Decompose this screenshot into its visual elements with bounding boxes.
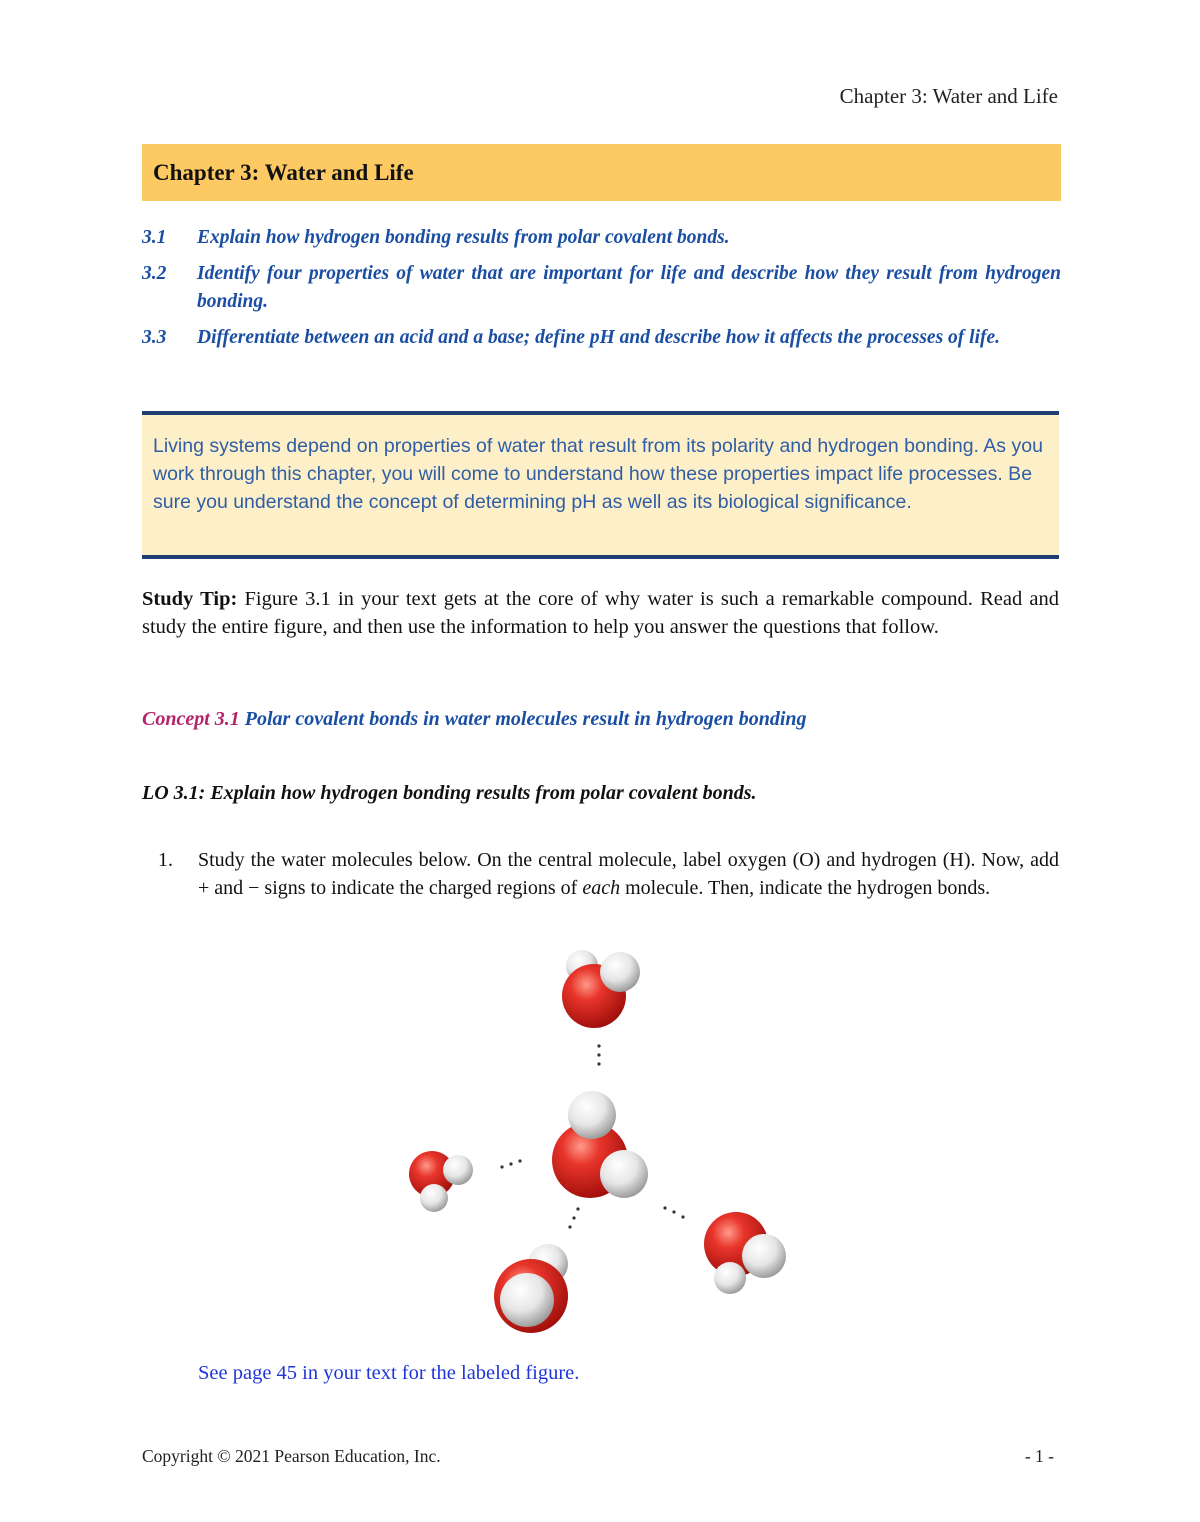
water-molecule-left [409, 1151, 473, 1212]
question-number: 1. [158, 849, 173, 871]
objective-number: 3.1 [142, 227, 167, 248]
running-header: Chapter 3: Water and Life [839, 84, 1058, 108]
concept-label: Concept 3.1 [142, 708, 240, 730]
hydrogen-atom [714, 1262, 746, 1294]
question-text-part: Study the water molecules below. On the central molecule, label oxygen (O) and hydrogen (H). Now, add + and − signs to indicate the charged regions of [198, 849, 1059, 899]
learning-objective-heading: LO 3.1: Explain how hydrogen bonding results from polar covalent bonds. [142, 782, 757, 804]
hydrogen-atom [420, 1184, 448, 1212]
question-emphasis: each [582, 877, 621, 899]
objective-item [142, 224, 1061, 252]
hydrogen-bond-dots [500, 1159, 521, 1168]
objective-text: Differentiate between an acid and a base; define pH and describe how it affects the processes of life. [197, 327, 1001, 348]
study-tip [142, 585, 1059, 641]
water-molecule-top [562, 950, 640, 1028]
hydrogen-atom [600, 1150, 648, 1198]
hydrogen-bond-dots [568, 1207, 579, 1228]
water-molecule-right [704, 1212, 786, 1294]
concept-text: Polar covalent bonds in water molecules result in hydrogen bonding [239, 708, 807, 730]
hydrogen-atom [443, 1155, 473, 1185]
question-text-part: molecule. Then, indicate the hydrogen bonds. [620, 877, 991, 899]
water-molecule-center [552, 1091, 648, 1198]
hydrogen-bond-dots [663, 1206, 684, 1218]
objective-number: 3.2 [142, 263, 167, 284]
hydrogen-bond-dots [597, 1044, 600, 1065]
objective-text: Explain how hydrogen bonding results from polar covalent bonds. [197, 227, 730, 248]
intro-text: Living systems depend on properties of water that result from its polarity and hydrogen bonding. As you work through this chapter, you will come to understand how these properties impact life processes. Be sure you understand the concept of determining pH as well as its biological significance. [153, 435, 1043, 513]
hydrogen-atom [500, 1273, 554, 1327]
water-molecule-bottom [494, 1244, 568, 1333]
objective-item [142, 260, 1061, 316]
question-item [142, 846, 1059, 902]
see-page-note: See page 45 in your text for the labeled figure. [198, 1362, 580, 1384]
hydrogen-atom [568, 1091, 616, 1139]
hydrogen-atom [742, 1234, 786, 1278]
objectives-list [142, 224, 1061, 360]
footer-page-number: - 1 - [1024, 1446, 1054, 1466]
chapter-intro-box [142, 411, 1059, 559]
objective-item [142, 324, 1061, 352]
objective-text: Identify four properties of water that are important for life and describe how they result from hydrogen bonding. [197, 263, 1061, 312]
chapter-title: Chapter 3: Water and Life [153, 159, 414, 185]
study-tip-text: Figure 3.1 in your text gets at the core of why water is such a remarkable compound. Read and study the entire figure, and then use the information to help you answer the questions that follow. [142, 588, 1059, 638]
objective-number: 3.3 [142, 327, 167, 348]
water-molecules-figure [390, 938, 810, 1348]
footer-copyright: Copyright © 2021 Pearson Education, Inc. [142, 1446, 441, 1466]
concept-heading [142, 708, 1059, 731]
study-tip-label: Study Tip: [142, 588, 238, 610]
chapter-title-bar [142, 144, 1061, 201]
hydrogen-atom [600, 952, 640, 992]
question-text [198, 846, 1059, 902]
